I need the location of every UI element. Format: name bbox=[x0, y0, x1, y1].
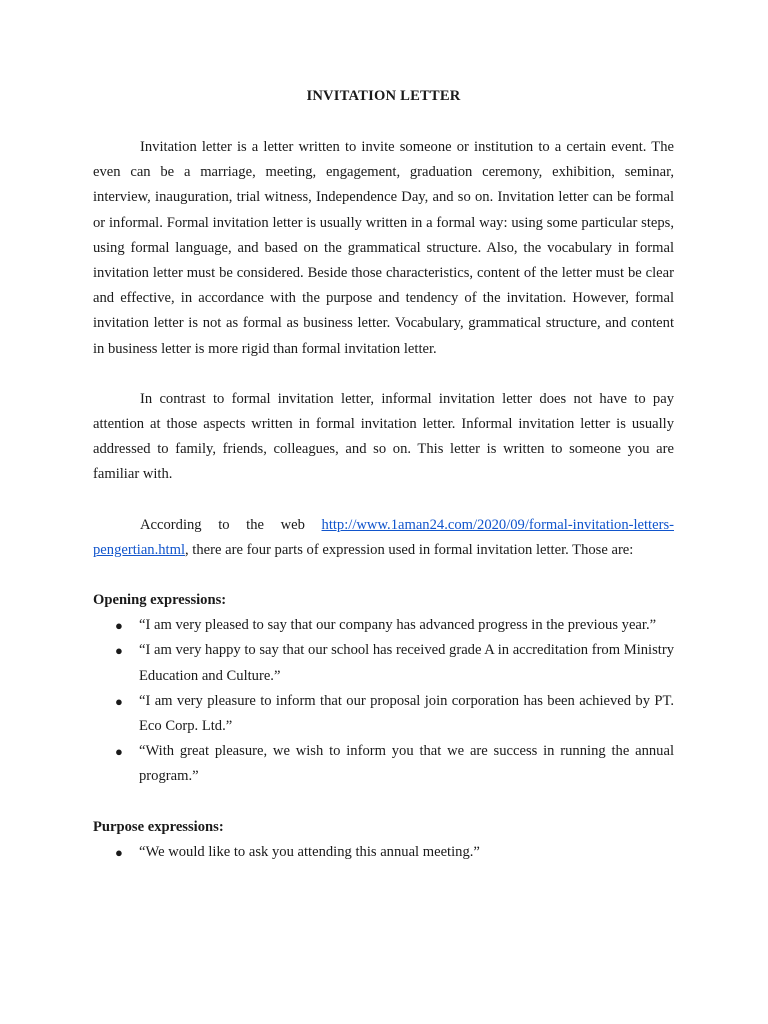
opening-expressions-list bbox=[93, 613, 674, 789]
list-item bbox=[93, 689, 674, 739]
purpose-expressions-list bbox=[93, 840, 674, 865]
bullet-icon: ● bbox=[115, 844, 123, 860]
paragraph-intro: Invitation letter is a letter written to invite someone or institution to a certain event. The even can be a marriage, meeting, engagement, graduation ceremony, exhibition, seminar, interview, inauguration, trial witness, Independence Day, and so on. Invitation letter can be formal or informal. Formal invitation letter is usually written in a formal way: using some particular steps, using formal language, and based on the grammatical structure. Also, the vocabulary in formal invitation letter must be considered. Beside those characteristics, content of the letter must be clear and effective, in accordance with the purpose and tendency of the invitation. However, formal invitation letter is not as formal as business letter. Vocabulary, grammatical structure, and content in business letter is more rigid than formal invitation letter. bbox=[93, 139, 674, 357]
list-item-text: “We would like to ask you attending this annual meeting.” bbox=[139, 843, 480, 860]
source-text-before: According to the web bbox=[140, 516, 322, 533]
list-item bbox=[93, 739, 674, 789]
document-page bbox=[93, 84, 674, 865]
document-title: INVITATION LETTER bbox=[306, 88, 461, 104]
paragraph-informal: In contrast to formal invitation letter, informal invitation letter does not have to pay attention at those aspects written in formal invitation letter. Informal invitation letter is usually addressed to family, friends, colleagues, and so on. This letter is written to someone you are familiar with. bbox=[93, 390, 674, 483]
bullet-icon: ● bbox=[115, 744, 123, 760]
list-item-text: “With great pleasure, we wish to inform you that we are success in running the annual program.” bbox=[139, 743, 674, 785]
paragraph-source bbox=[93, 513, 674, 563]
list-item-text: “I am very pleased to say that our company has advanced progress in the previous year.” bbox=[139, 617, 657, 634]
list-item-text: “I am very happy to say that our school has received grade A in accreditation from Ministry Education and Culture.” bbox=[139, 642, 674, 684]
list-item bbox=[93, 613, 674, 638]
purpose-expressions-heading: Purpose expressions: bbox=[93, 818, 224, 835]
source-link[interactable]: http://www.1aman24.com/2020/09/formal-invitation-letters-pengertian.html bbox=[93, 516, 674, 558]
source-text-after: , there are four parts of expression used in formal invitation letter. Those are: bbox=[185, 541, 634, 558]
list-item bbox=[93, 638, 674, 688]
list-item bbox=[93, 840, 674, 865]
bullet-icon: ● bbox=[115, 643, 123, 659]
opening-expressions-heading: Opening expressions: bbox=[93, 592, 227, 609]
bullet-icon: ● bbox=[115, 693, 123, 709]
list-item-text: “I am very pleasure to inform that our proposal join corporation has been achieved by PT. Eco Corp. Ltd.” bbox=[139, 692, 674, 735]
bullet-icon: ● bbox=[115, 618, 123, 634]
